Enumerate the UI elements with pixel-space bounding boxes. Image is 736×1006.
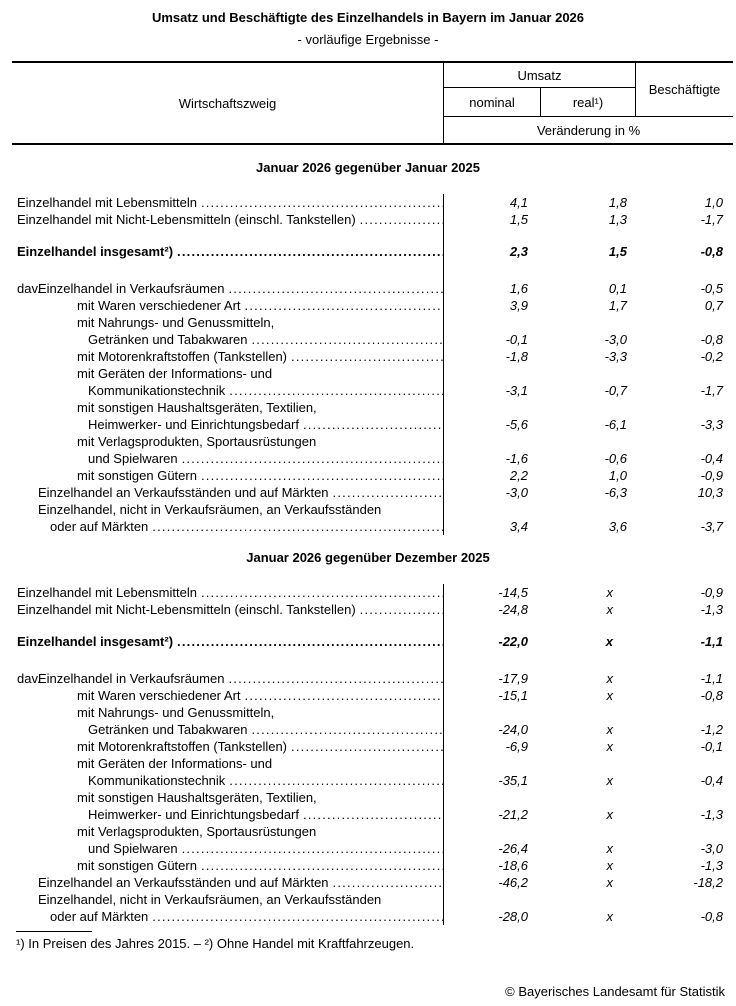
- value-beschaeftigte: [635, 704, 733, 721]
- value-real: [540, 891, 635, 908]
- spacer-row: [12, 650, 733, 670]
- row-label-cell: [12, 450, 443, 467]
- value-beschaeftigte: -1,1: [700, 634, 723, 649]
- row-label: mit Waren verschiedener Art: [77, 688, 241, 703]
- value-nominal: -0,1: [443, 331, 540, 348]
- value-real: [540, 314, 635, 331]
- value-real: x: [606, 858, 613, 873]
- table-row: [12, 399, 733, 416]
- table-row: [12, 331, 733, 348]
- dot-leader: [241, 297, 443, 314]
- section-rows-vs-december: [12, 584, 733, 925]
- value-beschaeftigte: -3,0: [700, 841, 723, 856]
- dot-leader: [197, 584, 443, 601]
- value-real: -3,3: [604, 349, 627, 364]
- table-row: [12, 484, 733, 501]
- value-nominal: -21,2: [443, 806, 540, 823]
- value-beschaeftigte: [635, 501, 733, 518]
- unit-row-label: Veränderung in %: [443, 117, 733, 143]
- value-beschaeftigte: [635, 365, 733, 382]
- table-row: [12, 243, 733, 260]
- value-nominal: 3,4: [443, 518, 540, 535]
- value-nominal: -22,0: [443, 633, 540, 650]
- section-rows-vs-january: [12, 194, 733, 535]
- copyright-text: © Bayerisches Landesamt für Statistik: [505, 984, 725, 999]
- value-beschaeftigte: -1,3: [700, 807, 723, 822]
- value-nominal: [443, 365, 540, 382]
- value-real: x: [606, 671, 613, 686]
- value-beschaeftigte: -0,5: [700, 281, 723, 296]
- value-beschaeftigte: -18,2: [693, 875, 723, 890]
- value-beschaeftigte: -0,8: [700, 244, 723, 259]
- value-real: x: [606, 773, 613, 788]
- value-real: [540, 789, 635, 806]
- value-nominal: -1,8: [443, 348, 540, 365]
- value-beschaeftigte: -0,8: [700, 332, 723, 347]
- table-row: [12, 772, 733, 789]
- table-row: [12, 211, 733, 228]
- table-row: [12, 501, 733, 518]
- dot-leader: [148, 908, 443, 925]
- table-row: [12, 891, 733, 908]
- table-row: [12, 601, 733, 618]
- row-label-cell: [12, 382, 443, 399]
- table-row: [12, 633, 733, 650]
- row-label: Heimwerker- und Einrichtungsbedarf: [88, 807, 299, 822]
- row-label: Einzelhandel insgesamt²): [17, 244, 174, 259]
- dot-leader: [225, 772, 443, 789]
- value-real: -3,0: [604, 332, 627, 347]
- value-real: -0,7: [604, 383, 627, 398]
- value-beschaeftigte: [635, 399, 733, 416]
- row-label: und Spielwaren: [88, 841, 178, 856]
- table-row: [12, 738, 733, 755]
- value-real: x: [606, 909, 613, 924]
- row-label-cell: [12, 738, 443, 755]
- value-real: [540, 433, 635, 450]
- table-row: [12, 840, 733, 857]
- row-label-cell: [12, 584, 443, 601]
- spacer-row: [12, 618, 733, 633]
- spacer-row: [12, 228, 733, 243]
- column-header-beschaeftigte: Beschäftigte: [635, 63, 733, 117]
- table-row: [12, 348, 733, 365]
- row-label-cell: [12, 687, 443, 704]
- page-title: Umsatz und Beschäftigte des Einzelhandels in Bayern im Januar 2026: [151, 10, 585, 25]
- value-beschaeftigte: -0,4: [700, 451, 723, 466]
- row-label-cell: [12, 857, 443, 874]
- dot-leader: [148, 518, 443, 535]
- table-row: [12, 433, 733, 450]
- value-nominal: 1,5: [443, 211, 540, 228]
- value-nominal: [443, 314, 540, 331]
- value-real: -0,6: [604, 451, 627, 466]
- value-nominal: [443, 755, 540, 772]
- section-heading-vs-december: Januar 2026 gegenüber Dezember 2025: [246, 550, 490, 565]
- dot-leader: [173, 633, 443, 650]
- row-label: Einzelhandel mit Nicht-Lebensmitteln (einschl. Tankstellen): [17, 602, 356, 617]
- value-nominal: [443, 823, 540, 840]
- dot-leader: [197, 194, 443, 211]
- footnote-rule: [16, 931, 92, 932]
- value-nominal: [443, 399, 540, 416]
- table-row: [12, 789, 733, 806]
- column-header-nominal: nominal: [443, 88, 540, 117]
- value-beschaeftigte: [635, 433, 733, 450]
- row-label: Kommunikationstechnik: [88, 773, 226, 788]
- value-beschaeftigte: 1,0: [704, 195, 723, 210]
- value-nominal: 2,3: [443, 243, 540, 260]
- value-nominal: [443, 891, 540, 908]
- value-nominal: 2,2: [443, 467, 540, 484]
- value-beschaeftigte: -1,7: [700, 212, 723, 227]
- value-beschaeftigte: -0,9: [700, 585, 723, 600]
- table-row: [12, 450, 733, 467]
- table-row: [12, 670, 733, 687]
- value-beschaeftigte: 10,3: [697, 485, 723, 500]
- column-header-real: real¹): [540, 88, 635, 117]
- value-real: [540, 501, 635, 518]
- value-beschaeftigte: [635, 789, 733, 806]
- dot-leader: [287, 738, 443, 755]
- row-label: Einzelhandel mit Lebensmitteln: [17, 195, 197, 210]
- dot-leader: [299, 806, 443, 823]
- row-label-cell: [12, 280, 443, 297]
- value-real: x: [606, 739, 613, 754]
- value-beschaeftigte: -0,8: [700, 909, 723, 924]
- row-label-cell: [12, 416, 443, 433]
- dot-leader: [329, 484, 443, 501]
- dot-leader: [247, 331, 443, 348]
- dot-leader: [173, 243, 443, 260]
- row-label-cell: [12, 633, 443, 650]
- value-real: 3,6: [608, 519, 627, 534]
- value-real: [540, 365, 635, 382]
- table-row: [12, 704, 733, 721]
- value-nominal: 4,1: [443, 194, 540, 211]
- row-label: Einzelhandel insgesamt²): [17, 634, 174, 649]
- dot-leader: [178, 840, 443, 857]
- table-row: [12, 687, 733, 704]
- row-label: Einzelhandel, nicht in Verkaufsräumen, an Verkaufsständen: [38, 502, 382, 517]
- row-label: Einzelhandel mit Lebensmitteln: [17, 585, 197, 600]
- value-nominal: -5,6: [443, 416, 540, 433]
- value-nominal: -28,0: [443, 908, 540, 925]
- value-beschaeftigte: -0,8: [700, 688, 723, 703]
- row-label-cell: [12, 348, 443, 365]
- row-prefix: dav.: [17, 671, 41, 686]
- table-row: [12, 416, 733, 433]
- value-nominal: -26,4: [443, 840, 540, 857]
- row-label-cell: [12, 772, 443, 789]
- dot-leader: [329, 874, 443, 891]
- row-label: mit sonstigen Haushaltsgeräten, Textilien,: [77, 790, 317, 805]
- row-label: Einzelhandel an Verkaufsständen und auf Märkten: [38, 875, 329, 890]
- row-label: Einzelhandel mit Nicht-Lebensmitteln (einschl. Tankstellen): [17, 212, 356, 227]
- row-label-cell: [12, 823, 443, 840]
- dot-leader: [225, 382, 443, 399]
- table-row: [12, 518, 733, 535]
- value-beschaeftigte: [635, 823, 733, 840]
- value-nominal: -15,1: [443, 687, 540, 704]
- value-real: [540, 704, 635, 721]
- row-label: mit Motorenkraftstoffen (Tankstellen): [77, 349, 288, 364]
- row-label-cell: [12, 874, 443, 891]
- value-real: -6,1: [604, 417, 627, 432]
- row-label-cell: [12, 670, 443, 687]
- table-row: [12, 908, 733, 925]
- value-nominal: -17,9: [443, 670, 540, 687]
- value-real: x: [606, 688, 613, 703]
- value-real: [540, 399, 635, 416]
- page-subtitle: - vorläufige Ergebnisse -: [297, 32, 439, 47]
- value-nominal: 3,9: [443, 297, 540, 314]
- dot-leader: [287, 348, 443, 365]
- table-row: [12, 194, 733, 211]
- row-label: mit sonstigen Gütern: [77, 858, 197, 873]
- row-label-cell: [12, 243, 443, 260]
- row-label-cell: [12, 365, 443, 382]
- dot-leader: [224, 670, 443, 687]
- row-label-cell: [12, 297, 443, 314]
- row-label: mit Geräten der Informations- und: [77, 366, 273, 381]
- row-label: mit sonstigen Haushaltsgeräten, Textilien,: [77, 400, 317, 415]
- table-row: [12, 721, 733, 738]
- table-row: [12, 584, 733, 601]
- value-nominal: -1,6: [443, 450, 540, 467]
- dot-leader: [247, 721, 443, 738]
- value-nominal: -35,1: [443, 772, 540, 789]
- dot-leader: [197, 467, 443, 484]
- table-row: [12, 823, 733, 840]
- value-nominal: -6,9: [443, 738, 540, 755]
- row-label-cell: [12, 331, 443, 348]
- row-label: mit Geräten der Informations- und: [77, 756, 273, 771]
- row-label-cell: [12, 194, 443, 211]
- value-real: 1,7: [608, 298, 627, 313]
- row-label: mit Motorenkraftstoffen (Tankstellen): [77, 739, 288, 754]
- value-beschaeftigte: -1,3: [700, 602, 723, 617]
- row-label-cell: [12, 399, 443, 416]
- value-nominal: [443, 501, 540, 518]
- value-real: 1,3: [608, 212, 627, 227]
- row-label-cell: [12, 908, 443, 925]
- row-label: Heimwerker- und Einrichtungsbedarf: [88, 417, 299, 432]
- value-nominal: -3,0: [443, 484, 540, 501]
- row-label: mit Nahrungs- und Genussmitteln,: [77, 315, 275, 330]
- dot-leader: [356, 211, 443, 228]
- dot-leader: [299, 416, 443, 433]
- value-beschaeftigte: -0,9: [700, 468, 723, 483]
- row-label-cell: [12, 518, 443, 535]
- row-label: mit Verlagsprodukten, Sportausrüstungen: [77, 824, 317, 839]
- table-row: [12, 755, 733, 772]
- dot-leader: [178, 450, 443, 467]
- table-row: [12, 314, 733, 331]
- row-label: Einzelhandel in Verkaufsräumen: [38, 281, 225, 296]
- spacer-row: [12, 260, 733, 280]
- row-label: Getränken und Tabakwaren: [88, 332, 248, 347]
- table-row: [12, 297, 733, 314]
- value-beschaeftigte: [635, 891, 733, 908]
- value-nominal: -24,0: [443, 721, 540, 738]
- table-row: [12, 280, 733, 297]
- row-label: oder auf Märkten: [50, 909, 149, 924]
- row-label: Einzelhandel, nicht in Verkaufsräumen, an Verkaufsständen: [38, 892, 382, 907]
- value-nominal: -24,8: [443, 601, 540, 618]
- row-label-cell: [12, 755, 443, 772]
- row-label: oder auf Märkten: [50, 519, 149, 534]
- value-beschaeftigte: -3,3: [700, 417, 723, 432]
- value-nominal: -3,1: [443, 382, 540, 399]
- value-nominal: -14,5: [443, 584, 540, 601]
- value-real: x: [606, 875, 613, 890]
- table-row: [12, 365, 733, 382]
- value-real: x: [606, 722, 613, 737]
- value-beschaeftigte: -1,3: [700, 858, 723, 873]
- row-label-cell: [12, 314, 443, 331]
- dot-leader: [197, 857, 443, 874]
- value-beschaeftigte: [635, 314, 733, 331]
- value-real: 1,8: [608, 195, 627, 210]
- row-label: mit sonstigen Gütern: [77, 468, 197, 483]
- row-label: mit Waren verschiedener Art: [77, 298, 241, 313]
- column-header-wirtschaftszweig: Wirtschaftszweig: [178, 95, 277, 111]
- value-real: 0,1: [608, 281, 627, 296]
- value-beschaeftigte: -1,1: [700, 671, 723, 686]
- row-label: Getränken und Tabakwaren: [88, 722, 248, 737]
- row-prefix: dav.: [17, 281, 41, 296]
- value-beschaeftigte: [635, 755, 733, 772]
- value-nominal: 1,6: [443, 280, 540, 297]
- table-row: [12, 874, 733, 891]
- table-row: [12, 857, 733, 874]
- value-beschaeftigte: -1,2: [700, 722, 723, 737]
- row-label: Einzelhandel an Verkaufsständen und auf Märkten: [38, 485, 329, 500]
- row-label: mit Verlagsprodukten, Sportausrüstungen: [77, 434, 317, 449]
- row-label-cell: [12, 467, 443, 484]
- value-real: x: [606, 602, 613, 617]
- value-real: x: [606, 807, 613, 822]
- row-label-cell: [12, 704, 443, 721]
- column-header-umsatz: Umsatz: [443, 63, 635, 88]
- row-label-cell: [12, 840, 443, 857]
- value-nominal: [443, 704, 540, 721]
- value-nominal: -46,2: [443, 874, 540, 891]
- row-label-cell: [12, 433, 443, 450]
- row-label-cell: [12, 891, 443, 908]
- value-beschaeftigte: -1,7: [700, 383, 723, 398]
- section-heading-vs-january: Januar 2026 gegenüber Januar 2025: [255, 160, 480, 175]
- value-nominal: -18,6: [443, 857, 540, 874]
- table-row: [12, 382, 733, 399]
- dot-leader: [241, 687, 443, 704]
- row-label-cell: [12, 501, 443, 518]
- table-row: [12, 467, 733, 484]
- value-real: 1,0: [608, 468, 627, 483]
- value-beschaeftigte: 0,7: [704, 298, 723, 313]
- value-beschaeftigte: -0,4: [700, 773, 723, 788]
- value-real: x: [606, 585, 613, 600]
- dot-leader: [356, 601, 443, 618]
- row-label-cell: [12, 601, 443, 618]
- value-beschaeftigte: -3,7: [700, 519, 723, 534]
- dot-leader: [224, 280, 443, 297]
- value-beschaeftigte: -0,2: [700, 349, 723, 364]
- value-nominal: [443, 433, 540, 450]
- footnote-text: ¹) In Preisen des Jahres 2015. – ²) Ohne Handel mit Kraftfahrzeugen.: [16, 936, 415, 951]
- row-label-cell: [12, 806, 443, 823]
- value-real: 1,5: [608, 244, 627, 259]
- row-label-cell: [12, 484, 443, 501]
- value-nominal: [443, 789, 540, 806]
- value-real: -6,3: [604, 485, 627, 500]
- row-label-cell: [12, 789, 443, 806]
- value-beschaeftigte: -0,1: [700, 739, 723, 754]
- row-label: Kommunikationstechnik: [88, 383, 226, 398]
- row-label-cell: [12, 211, 443, 228]
- table-header: [12, 61, 733, 145]
- row-label: und Spielwaren: [88, 451, 178, 466]
- table-row: [12, 806, 733, 823]
- value-real: [540, 755, 635, 772]
- value-real: x: [605, 634, 613, 649]
- value-real: [540, 823, 635, 840]
- value-real: x: [606, 841, 613, 856]
- row-label-cell: [12, 721, 443, 738]
- row-label: Einzelhandel in Verkaufsräumen: [38, 671, 225, 686]
- row-label: mit Nahrungs- und Genussmitteln,: [77, 705, 275, 720]
